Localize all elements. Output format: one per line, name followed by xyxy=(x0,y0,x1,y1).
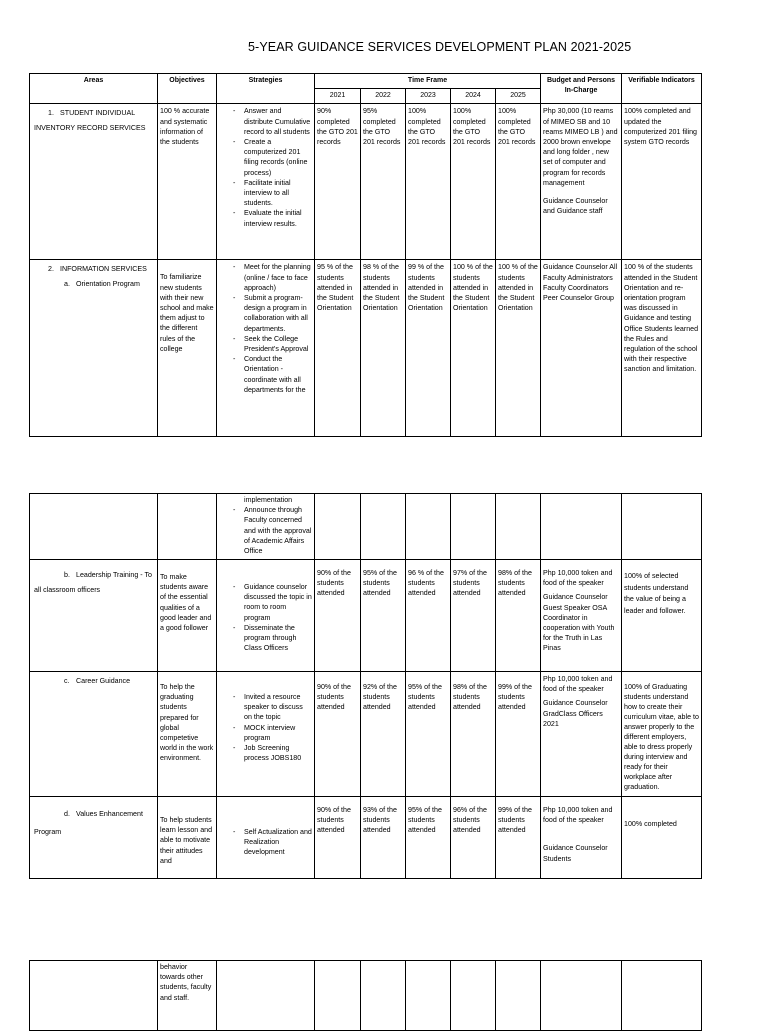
year-cell-2021: 90% completed the GTO 201 records xyxy=(315,104,361,260)
strategy-continuation: implementation xyxy=(244,496,293,504)
budget-cell xyxy=(541,961,622,1031)
year-cell-2024: 98% of the students attended xyxy=(451,672,496,797)
header-strategies: Strategies xyxy=(217,74,315,104)
indicator-cell xyxy=(622,961,702,1031)
sub-area-letter: d. xyxy=(64,810,70,818)
area-title: STUDENT INDIVIDUAL INVENTORY RECORD SERVICES xyxy=(34,109,146,133)
persons-in-charge: Guidance Counselor and Guidance staff xyxy=(543,197,608,216)
header-year: 2023 xyxy=(406,89,451,104)
year-cell-2025: 100% completed the GTO 201 records xyxy=(496,104,541,260)
year-cell-2022 xyxy=(361,961,406,1031)
year-cell-2023: 95% of the students attended xyxy=(406,797,451,879)
year-cell-2024 xyxy=(451,961,496,1031)
budget-amount: Php 10,000 token and food of the speaker xyxy=(543,675,613,694)
year-cell-2024 xyxy=(451,494,496,560)
strategy-item: - Answer and distribute Cumulative record to all students xyxy=(219,106,312,137)
budget-cell: Guidance Counselor All Faculty Administrators Faculty Coordinators Peer Counselor Group xyxy=(541,260,622,437)
strategies-cell xyxy=(217,560,315,672)
area-cell xyxy=(30,961,158,1031)
year-cell-2025 xyxy=(496,494,541,560)
indicator-cell xyxy=(622,494,702,560)
year-cell-2024: 97% of the students attended xyxy=(451,560,496,672)
indicator-cell: 100% of selected students understand the value of being a leader and follower. xyxy=(622,560,702,672)
strategy-item: - Disseminate the program through Class Officers xyxy=(219,623,312,654)
year-cell-2025: 98% of the students attended xyxy=(496,560,541,672)
year-cell-2024: 100 % of the students attended in the Student Orientation xyxy=(451,260,496,437)
sub-area-title: Orientation Program xyxy=(76,280,140,289)
strategy-item: - Create a computerized 201 filing records (online process) xyxy=(219,137,312,178)
strategy-item: - Evaluate the initial interview results. xyxy=(219,208,312,228)
area-title: INFORMATION SERVICES xyxy=(60,265,147,274)
strategy-item: - Invited a resource speaker to discuss on the topic xyxy=(219,692,312,723)
plan-table-page-2 xyxy=(29,493,702,879)
page-title: 5-YEAR GUIDANCE SERVICES DEVELOPMENT PLAN 2021-2025 xyxy=(248,40,632,54)
budget-cell xyxy=(541,104,622,260)
year-cell-2023: 95% of the students attended xyxy=(406,672,451,797)
year-cell-2023: 100% completed the GTO 201 records xyxy=(406,104,451,260)
sub-area-title: Career Guidance xyxy=(76,677,131,685)
strategy-item: - Guidance counselor discussed the topic in room to room program xyxy=(219,582,312,623)
indicator-cell: 100 % of the students attended in the Student Orientation and re-orientation program was discussed in Guidance and testing Office Students learned the Rules and regulation of the school with their respective sanction and limitation. xyxy=(622,260,702,437)
objective-cell: To make students aware of the essential qualities of a good leader and a good follower xyxy=(158,560,217,672)
table-row xyxy=(30,104,702,260)
strategies-cell xyxy=(217,104,315,260)
year-cell-2021: 90% of the students attended xyxy=(315,672,361,797)
strategies-cell xyxy=(217,961,315,1031)
budget-cell xyxy=(541,797,622,879)
strategy-item: - Announce through Faculty concerned and with the approval of Academic Affairs Office xyxy=(219,505,312,556)
indicator-cell: 100% completed and updated the computerized 201 filing system GTO records xyxy=(622,104,702,260)
year-cell-2022: 95% completed the GTO 201 records xyxy=(361,104,406,260)
strategy-item: - Meet for the planning (online / face to face approach) xyxy=(219,262,312,293)
area-cell xyxy=(30,672,158,797)
year-cell-2021: 90% of the students attended xyxy=(315,797,361,879)
header-year: 2025 xyxy=(496,89,541,104)
budget-amount: Php 10,000 token and food of the speaker xyxy=(543,569,613,588)
objective-cell: 100 % accurate and systematic information of the students xyxy=(158,104,217,260)
header-areas: Areas xyxy=(30,74,158,104)
year-cell-2024: 100% completed the GTO 201 records xyxy=(451,104,496,260)
year-cell-2023 xyxy=(406,961,451,1031)
strategy-item: - Conduct the Orientation - coordinate with all departments for the xyxy=(219,354,312,395)
sub-area-letter: b. xyxy=(64,571,70,579)
budget-cell xyxy=(541,560,622,672)
table-row xyxy=(30,560,702,672)
objective-cell: behavior towards other students, faculty and staff. xyxy=(158,961,217,1031)
year-cell-2021: 95 % of the students attended in the Student Orientation xyxy=(315,260,361,437)
year-cell-2023: 96 % of the students attended xyxy=(406,560,451,672)
header-objectives: Objectives xyxy=(158,74,217,104)
year-cell-2023 xyxy=(406,494,451,560)
sub-area-letter: c. xyxy=(64,677,70,685)
budget-cell xyxy=(541,672,622,797)
table-row xyxy=(30,961,702,1031)
table-row xyxy=(30,797,702,879)
area-cell xyxy=(30,560,158,672)
year-cell-2022: 93% of the students attended xyxy=(361,797,406,879)
persons-in-charge: Guidance Counselor Students xyxy=(543,844,608,863)
header-time-frame: Time Frame xyxy=(315,74,541,89)
strategy-item: - Submit a program-design a program in collaboration with all departments. xyxy=(219,293,312,334)
header-year: 2021 xyxy=(315,89,361,104)
strategies-cell xyxy=(217,260,315,437)
strategies-cell xyxy=(217,797,315,879)
indicator-cell: 100% completed xyxy=(622,797,702,879)
year-cell-2022 xyxy=(361,494,406,560)
year-cell-2022: 92% of the students attended xyxy=(361,672,406,797)
objective-cell: To familiarize new students with their new school and make them adjust to the different rules of the college xyxy=(158,260,217,437)
table-row xyxy=(30,494,702,560)
year-cell-2021 xyxy=(315,494,361,560)
strategy-item: - Job Screening process JOBS180 xyxy=(219,743,312,763)
area-cell xyxy=(30,104,158,260)
objective-cell: To help the graduating students prepared for global competetive world in the work environment. xyxy=(158,672,217,797)
objective-cell xyxy=(158,494,217,560)
plan-table-page-3 xyxy=(29,960,702,1031)
header-year: 2022 xyxy=(361,89,406,104)
year-cell-2025: 99% of the students attended xyxy=(496,672,541,797)
year-cell-2025 xyxy=(496,961,541,1031)
header-indicators: Verifiable Indicators xyxy=(622,74,702,104)
budget-amount: Php 30,000 (10 reams of MIMEO SB and 10 reams MIMEO LB ) and 2000 brown envelope and long folder , new set of computer and program for records management xyxy=(543,107,618,187)
area-cell xyxy=(30,260,158,437)
sub-area-title: Values Enhancement Program xyxy=(34,810,143,836)
area-cell xyxy=(30,797,158,879)
persons-in-charge: Guidance Counselor GradClass Officers 2021 xyxy=(543,699,608,728)
strategy-item: - MOCK interview program xyxy=(219,723,312,743)
plan-table-page-1 xyxy=(29,73,702,437)
year-cell-2025: 99% of the students attended xyxy=(496,797,541,879)
table-row xyxy=(30,260,702,437)
year-cell-2022: 98 % of the students attended in the Student Orientation xyxy=(361,260,406,437)
strategies-cell xyxy=(217,494,315,560)
year-cell-2021: 90% of the students attended xyxy=(315,560,361,672)
budget-cell xyxy=(541,494,622,560)
indicator-cell: 100% of Graduating students understand how to create their curriculum vitae, able to answer properly to the different employers, able to dress properly during interview and ready for their workplace after graduation. xyxy=(622,672,702,797)
strategy-item: - Self Actualization and Realization development xyxy=(219,827,312,858)
budget-amount: Php 10,000 token and food of the speaker xyxy=(543,806,613,825)
header-year: 2024 xyxy=(451,89,496,104)
sub-area-letter: a. xyxy=(64,280,70,289)
sub-area-title: Leadership Training - To all classroom officers xyxy=(34,571,152,594)
year-cell-2023: 99 % of the students attended in the Student Orientation xyxy=(406,260,451,437)
area-cell xyxy=(30,494,158,560)
objective-cell: To help students learn lesson and able to motivate their attitudes and xyxy=(158,797,217,879)
year-cell-2024: 96% of the students attended xyxy=(451,797,496,879)
year-cell-2025: 100 % of the students attended in the Student Orientation xyxy=(496,260,541,437)
strategies-cell xyxy=(217,672,315,797)
year-cell-2021 xyxy=(315,961,361,1031)
persons-in-charge: Guidance Counselor Guest Speaker OSA Coordinator in cooperation with Youth for the Truth in Las Pinas xyxy=(543,593,615,653)
area-number: 1. xyxy=(48,109,54,118)
strategy-item: - Facilitate initial interview to all students. xyxy=(219,178,312,209)
header-budget: Budget and Persons In-Charge xyxy=(541,74,622,104)
area-number: 2. xyxy=(48,265,54,274)
year-cell-2022: 95% of the students attended xyxy=(361,560,406,672)
strategy-item: - Seek the College President's Approval xyxy=(219,334,312,354)
table-row xyxy=(30,672,702,797)
